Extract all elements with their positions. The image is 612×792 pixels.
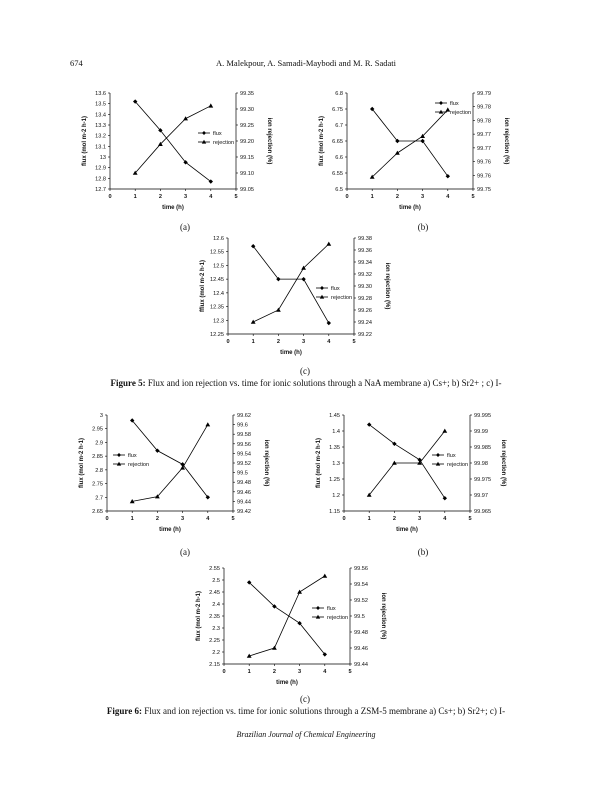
y2-axis-title: ion rejection (%) [266,117,272,165]
legend-label: flux [128,453,137,459]
y2-tick-label: 99.35 [240,91,254,97]
rejection-point [205,422,210,426]
y2-tick-label: 99.48 [237,480,251,487]
y2-tick-label: 99.22 [358,332,372,338]
flux-point [443,496,447,500]
y2-tick-label: 99.56 [237,441,251,448]
y-axis-title: flux (mol m-2 h-1) [196,590,202,642]
y2-tick-label: 99.78 [477,118,491,125]
y-tick-label: 6.55 [332,171,343,177]
y-tick-label: 1.25 [329,477,340,483]
y-axis-title: flux (mol m-2 h-1) [319,115,325,167]
x-tick-label: 5 [231,516,235,522]
x-tick-label: 1 [133,194,137,200]
y-tick-label: 12.35 [210,304,224,311]
y-tick-label: 6.8 [335,91,343,97]
y-axis-title: flux (mol m-2 h-1) [79,437,85,489]
y-tick-label: 2.85 [92,454,103,461]
x-tick-label: 4 [443,516,447,522]
legend-label: flux [213,131,222,137]
y-tick-label: 2.8 [95,467,103,474]
y2-tick-label: 99.75 [477,187,491,193]
chart-fig5a [78,88,278,218]
y2-tick-label: 99.30 [240,107,254,113]
chart-fig6b [312,410,517,545]
legend-flux-marker [439,101,443,105]
rejection-point [251,320,256,324]
y2-tick-label: 99.32 [358,272,372,278]
y-axis-title: flux (mol m-2 h-1) [316,437,322,489]
series-line-flux [135,102,211,182]
y2-tick-label: 99.77 [477,145,491,152]
page-number: 674 [70,58,83,68]
y2-tick-label: 99.79 [477,91,491,97]
y-tick-label: 12.8 [95,176,106,183]
x-axis-title: time (h) [396,527,418,533]
rejection-point [208,103,213,107]
x-axis-title: time (h) [159,527,181,533]
x-tick-label: 5 [352,339,356,345]
y2-tick-label: 99.05 [240,187,254,193]
rejection-point [395,151,400,155]
legend-flux-marker [316,606,320,610]
y2-tick-label: 99.6 [237,422,248,429]
fig5-sublabel-a: (a) [180,222,190,232]
legend-label: rejection [450,110,472,116]
legend-flux-marker [202,131,206,135]
x-tick-label: 0 [105,516,109,522]
series-line-flux [132,420,208,497]
y-tick-label: 12.45 [210,277,224,284]
x-tick-label: 3 [421,194,425,200]
x-tick-label: 1 [370,194,374,200]
y2-tick-label: 99.76 [477,159,491,166]
y-tick-label: 1.45 [329,413,340,419]
legend-label: flux [327,606,336,612]
fig6-sublabel-b: (b) [417,547,429,557]
y2-tick-label: 99.26 [358,308,372,314]
y2-tick-label: 99.76 [477,173,491,180]
legend-label: rejection [327,615,349,621]
y-tick-label: 2.9 [95,440,103,447]
x-tick-label: 0 [222,669,226,675]
fig5-sublabel-c: (c) [300,366,310,376]
figure5-caption [0,378,612,388]
fig5-sublabel-b: (b) [417,222,429,232]
y-tick-label: 2.25 [209,638,220,644]
y2-tick-label: 99.20 [240,139,254,145]
y2-tick-label: 99.99 [474,429,488,435]
rejection-point [272,646,277,650]
x-tick-label: 5 [234,194,238,200]
series-line-flux [253,246,329,323]
series-line-rejection [372,110,448,177]
y-tick-label: 2.35 [209,614,220,620]
x-tick-label: 1 [367,516,371,522]
y-tick-label: 6.7 [335,123,343,129]
y2-tick-label: 99.10 [240,171,254,177]
y-tick-label: 3 [99,413,103,419]
legend-flux-marker [436,453,440,457]
chart-fig5b [315,88,515,218]
y-tick-label: 13.2 [95,133,106,140]
y-tick-label: 12.25 [210,332,224,338]
y2-axis-title: ion rejection (%) [503,117,509,165]
y2-tick-label: 99.58 [237,432,251,439]
y-tick-label: 12.4 [213,290,224,297]
x-tick-label: 2 [158,194,162,200]
x-axis-title: time (h) [162,205,184,211]
legend-label: rejection [331,295,353,301]
y2-tick-label: 99.36 [358,248,372,254]
figure6-label: Figure 6: [106,706,142,716]
x-axis-title: time (h) [276,680,298,686]
y2-tick-label: 99.44 [237,499,251,506]
y-tick-label: 13.3 [95,123,106,129]
series-line-rejection [253,244,329,322]
y2-tick-label: 99.78 [477,104,491,111]
legend-label: flux [447,453,456,459]
y2-tick-label: 99.42 [237,509,251,515]
journal-footer: Brazilian Journal of Chemical Engineering [236,730,376,739]
x-tick-label: 1 [251,339,255,345]
y-tick-label: 12.55 [210,249,224,256]
y-tick-label: 1.4 [332,429,340,435]
y-tick-label: 2.7 [95,495,103,502]
rejection-point [442,429,447,433]
y-tick-label: 13.6 [95,91,106,97]
y-tick-label: 1.35 [329,445,340,451]
x-tick-label: 0 [108,194,112,200]
chart-fig6c [192,563,397,693]
y2-tick-label: 99.77 [477,132,491,139]
y2-tick-label: 99.995 [474,413,492,419]
rejection-point [276,308,281,312]
y2-tick-label: 99.28 [358,296,372,302]
legend-label: flux [331,286,340,292]
x-axis-title: time (h) [280,350,302,356]
y-tick-label: 2.15 [209,662,220,668]
y-tick-label: 6.5 [335,187,343,193]
y2-tick-label: 99.44 [354,662,368,668]
y-tick-label: 6.6 [335,155,343,161]
y-tick-label: 12.3 [213,318,224,325]
figure5-text: Flux and ion rejection vs. time for ionic solutions through a NaA membrane a) Cs+; b) Sr2+ ; c) I- [147,378,502,388]
legend-label: flux [450,101,459,107]
figure6-caption [0,706,612,716]
x-tick-label: 3 [418,516,422,522]
y-tick-label: 12.7 [95,187,106,193]
flux-point [327,321,331,325]
y-tick-label: 2.75 [92,481,103,488]
x-tick-label: 5 [348,669,352,675]
fig6-sublabel-c: (c) [300,694,310,704]
y2-tick-label: 99.52 [237,461,251,467]
y2-tick-label: 99.975 [474,477,492,483]
legend-label: rejection [128,462,150,468]
x-tick-label: 1 [130,516,134,522]
y2-tick-label: 99.98 [474,461,488,467]
rejection-point [322,574,327,578]
y2-tick-label: 99.54 [354,582,368,588]
y2-tick-label: 99.25 [240,123,254,129]
y-tick-label: 2.4 [212,602,220,608]
series-line-rejection [249,576,325,656]
y-tick-label: 12.6 [213,236,224,242]
legend-label: rejection [213,140,235,146]
y-tick-label: 2.45 [209,590,220,596]
x-tick-label: 5 [468,516,472,522]
rejection-point [183,116,188,120]
running-header: A. Malekpour, A. Samadi-Maybodi and M. R. Sadati [215,58,397,68]
rejection-point [297,590,302,594]
y2-tick-label: 99.46 [354,646,368,652]
y2-tick-label: 99.97 [474,493,488,499]
y2-tick-label: 99.5 [354,614,365,620]
x-tick-label: 3 [184,194,188,200]
y2-tick-label: 99.5 [237,470,248,477]
x-tick-label: 4 [323,669,327,675]
y-tick-label: 2.3 [212,626,220,632]
x-tick-label: 4 [206,516,210,522]
figure5-label: Figure 5: [110,378,146,388]
y-tick-label: 6.75 [332,107,343,113]
y2-axis-title: ion rejection (%) [384,262,390,310]
y2-axis-title: ion rejection (%) [500,439,506,487]
y-tick-label: 13.4 [95,112,106,119]
y-tick-label: 13.5 [95,101,106,108]
x-tick-label: 5 [471,194,475,200]
x-tick-label: 2 [272,669,276,675]
y-tick-label: 1.15 [329,509,340,515]
y2-tick-label: 99.965 [474,509,492,515]
y-tick-label: 2.2 [212,650,220,656]
y-tick-label: 2.95 [92,426,103,433]
x-tick-label: 3 [298,669,302,675]
x-tick-label: 4 [446,194,450,200]
x-tick-label: 2 [392,516,396,522]
y2-tick-label: 99.15 [240,155,254,161]
y2-tick-label: 99.52 [354,598,368,604]
chart-fig6a [75,410,280,545]
fig6-sublabel-a: (a) [180,547,190,557]
y-axis-title: fflux (mol m-2 h-1) [200,260,206,312]
x-tick-label: 2 [395,194,399,200]
y-tick-label: 2.65 [92,509,103,515]
series-line-flux [249,582,325,654]
x-tick-label: 0 [342,516,346,522]
y2-axis-title: ion rejection (%) [263,439,269,487]
y-tick-label: 13.1 [95,144,106,151]
y-tick-label: 1.3 [332,461,340,467]
x-axis-title: time (h) [399,205,421,211]
y2-tick-label: 99.34 [358,260,372,266]
series-line-rejection [135,106,211,173]
x-tick-label: 2 [276,339,280,345]
x-tick-label: 4 [327,339,331,345]
chart-fig5c [196,233,396,363]
y2-tick-label: 99.46 [237,489,251,496]
x-tick-label: 2 [155,516,159,522]
y2-tick-label: 99.24 [358,320,372,326]
x-tick-label: 0 [226,339,230,345]
x-tick-label: 1 [247,669,251,675]
y2-tick-label: 99.985 [474,445,492,451]
x-tick-label: 3 [181,516,185,522]
legend-flux-marker [117,453,121,457]
series-line-flux [369,425,445,499]
y2-tick-label: 99.56 [354,566,368,572]
x-tick-label: 3 [302,339,306,345]
y-tick-label: 6.65 [332,139,343,145]
rejection-point [326,242,331,246]
series-line-rejection [369,431,445,495]
y2-tick-label: 99.48 [354,630,368,636]
x-tick-label: 0 [345,194,349,200]
y2-tick-label: 99.30 [358,284,372,290]
legend-label: rejection [447,462,469,468]
y-tick-label: 12.5 [213,263,224,270]
y-tick-label: 1.2 [332,493,340,499]
y-tick-label: 2.5 [212,578,220,584]
figure6-text: Flux and ion rejection vs. time for ionic solutions through a ZSM-5 membrane a) Cs+; b) Sr2+; c) I- [144,706,506,716]
y-tick-label: 13 [99,155,106,161]
y2-axis-title: ion rejection (%) [380,592,386,640]
flux-point [301,277,305,281]
y-axis-title: flux (mol m-2 h-1) [82,115,88,167]
y-tick-label: 12.9 [95,165,106,172]
legend-flux-marker [320,286,324,290]
y-tick-label: 2.55 [209,566,220,572]
y2-tick-label: 99.38 [358,236,372,242]
y2-tick-label: 99.62 [237,413,251,419]
y2-tick-label: 99.54 [237,451,251,458]
x-tick-label: 4 [209,194,213,200]
